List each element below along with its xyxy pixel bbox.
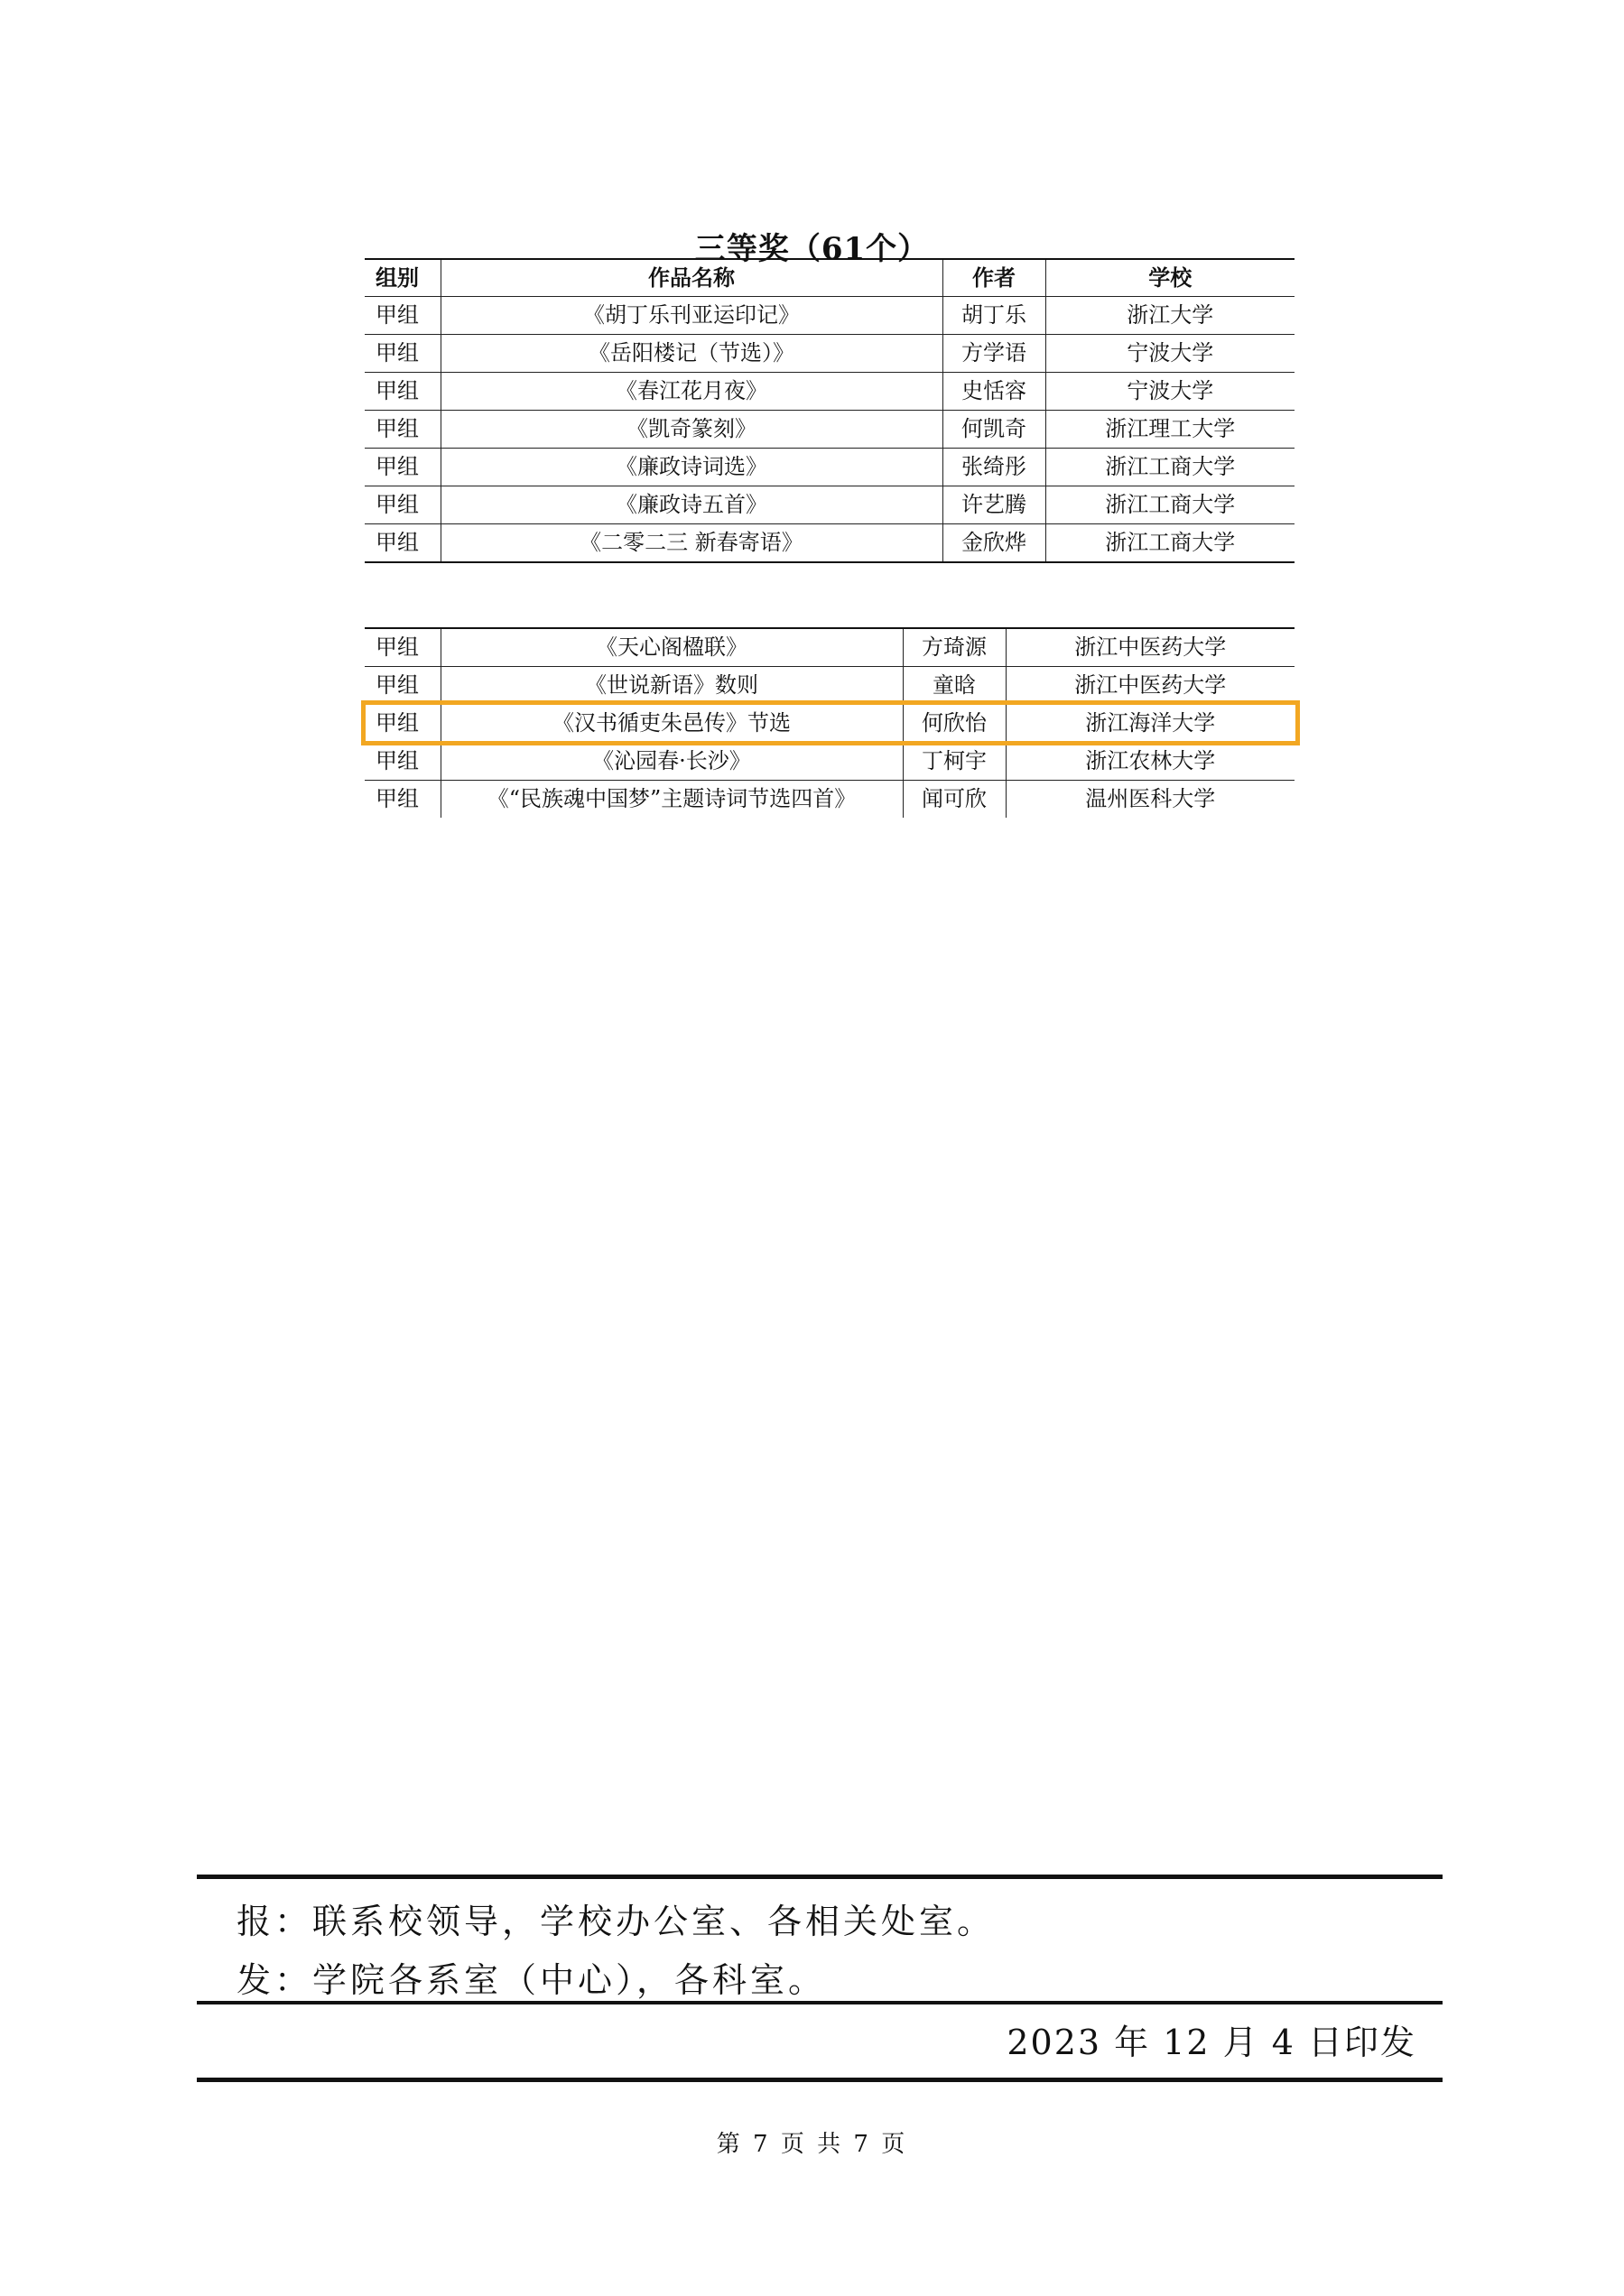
table-row-highlighted <box>365 705 1295 743</box>
table-header-row <box>365 259 1295 297</box>
divider-middle <box>197 2001 1443 2004</box>
award-table-2 <box>365 627 1295 818</box>
cell-work-title: 《二零二三 新春寄语》 <box>441 524 942 563</box>
header-author: 作者 <box>942 259 1045 297</box>
cell-school: 浙江中医药大学 <box>1006 628 1295 667</box>
table-row <box>365 524 1295 563</box>
cell-work-title: 《胡丁乐刊亚运印记》 <box>441 297 942 335</box>
cell-school: 浙江大学 <box>1045 297 1295 335</box>
cell-group: 甲组 <box>365 373 441 411</box>
divider-bottom <box>197 2078 1443 2082</box>
cell-author: 张绮彤 <box>942 449 1045 486</box>
cell-school: 浙江农林大学 <box>1006 743 1295 781</box>
cell-school: 温州医科大学 <box>1006 781 1295 819</box>
cell-school: 浙江工商大学 <box>1045 449 1295 486</box>
table-row <box>365 486 1295 524</box>
divider-top <box>197 1875 1443 1879</box>
table-row <box>365 335 1295 373</box>
cell-work-title: 《廉政诗五首》 <box>441 486 942 524</box>
cell-group: 甲组 <box>365 667 441 705</box>
cell-group: 甲组 <box>365 781 441 819</box>
cell-work-title: 《廉政诗词选》 <box>441 449 942 486</box>
table-row <box>365 628 1295 667</box>
header-school: 学校 <box>1045 259 1295 297</box>
cell-author: 童晗 <box>903 667 1006 705</box>
cell-group: 甲组 <box>365 743 441 781</box>
cell-group: 甲组 <box>365 411 441 449</box>
cell-work-title: 《天心阁楹联》 <box>441 628 903 667</box>
table-row <box>365 373 1295 411</box>
cell-author: 方学语 <box>942 335 1045 373</box>
cell-work-title: 《世说新语》数则 <box>441 667 903 705</box>
table-row <box>365 297 1295 335</box>
issue-date: 2023 年 12 月 4 日印发 <box>1007 2023 1416 2062</box>
cell-work-title: 《“民族魂中国梦”主题诗词节选四首》 <box>441 781 903 819</box>
cell-group: 甲组 <box>365 297 441 335</box>
cell-group: 甲组 <box>365 524 441 563</box>
cell-work-title: 《汉书循吏朱邑传》节选 <box>441 705 903 743</box>
cell-work-title: 《凯奇篆刻》 <box>441 411 942 449</box>
report-to-line: 报：联系校领导，学校办公室、各相关处室。 <box>237 1902 996 1941</box>
cell-school: 浙江海洋大学 <box>1006 705 1295 743</box>
cell-group: 甲组 <box>365 628 441 667</box>
table-row <box>365 781 1295 819</box>
cell-group: 甲组 <box>365 335 441 373</box>
award-title: 三等奖（61个） <box>694 231 930 267</box>
cell-group: 甲组 <box>365 705 441 743</box>
table-row <box>365 449 1295 486</box>
cell-author: 何欣怡 <box>903 705 1006 743</box>
cell-author: 许艺腾 <box>942 486 1045 524</box>
table-row <box>365 743 1295 781</box>
cell-author: 金欣烨 <box>942 524 1045 563</box>
header-work-title: 作品名称 <box>441 259 942 297</box>
cell-work-title: 《春江花月夜》 <box>441 373 942 411</box>
cell-school: 浙江理工大学 <box>1045 411 1295 449</box>
cell-author: 胡丁乐 <box>942 297 1045 335</box>
cell-author: 丁柯宇 <box>903 743 1006 781</box>
cell-author: 史恬容 <box>942 373 1045 411</box>
header-group: 组别 <box>365 259 441 297</box>
cell-school: 浙江工商大学 <box>1045 524 1295 563</box>
page-number: 第 7 页 共 7 页 <box>716 2131 908 2158</box>
cell-school: 浙江中医药大学 <box>1006 667 1295 705</box>
cell-school: 宁波大学 <box>1045 335 1295 373</box>
cell-school: 浙江工商大学 <box>1045 486 1295 524</box>
cell-school: 宁波大学 <box>1045 373 1295 411</box>
table-row <box>365 411 1295 449</box>
cell-group: 甲组 <box>365 449 441 486</box>
send-to-line: 发：学院各系室（中心），各科室。 <box>237 1960 827 2000</box>
table-row <box>365 667 1295 705</box>
cell-group: 甲组 <box>365 486 441 524</box>
cell-work-title: 《岳阳楼记（节选）》 <box>441 335 942 373</box>
award-table-1 <box>365 258 1295 563</box>
cell-author: 何凯奇 <box>942 411 1045 449</box>
cell-work-title: 《沁园春·长沙》 <box>441 743 903 781</box>
cell-author: 方琦源 <box>903 628 1006 667</box>
cell-author: 闻可欣 <box>903 781 1006 819</box>
